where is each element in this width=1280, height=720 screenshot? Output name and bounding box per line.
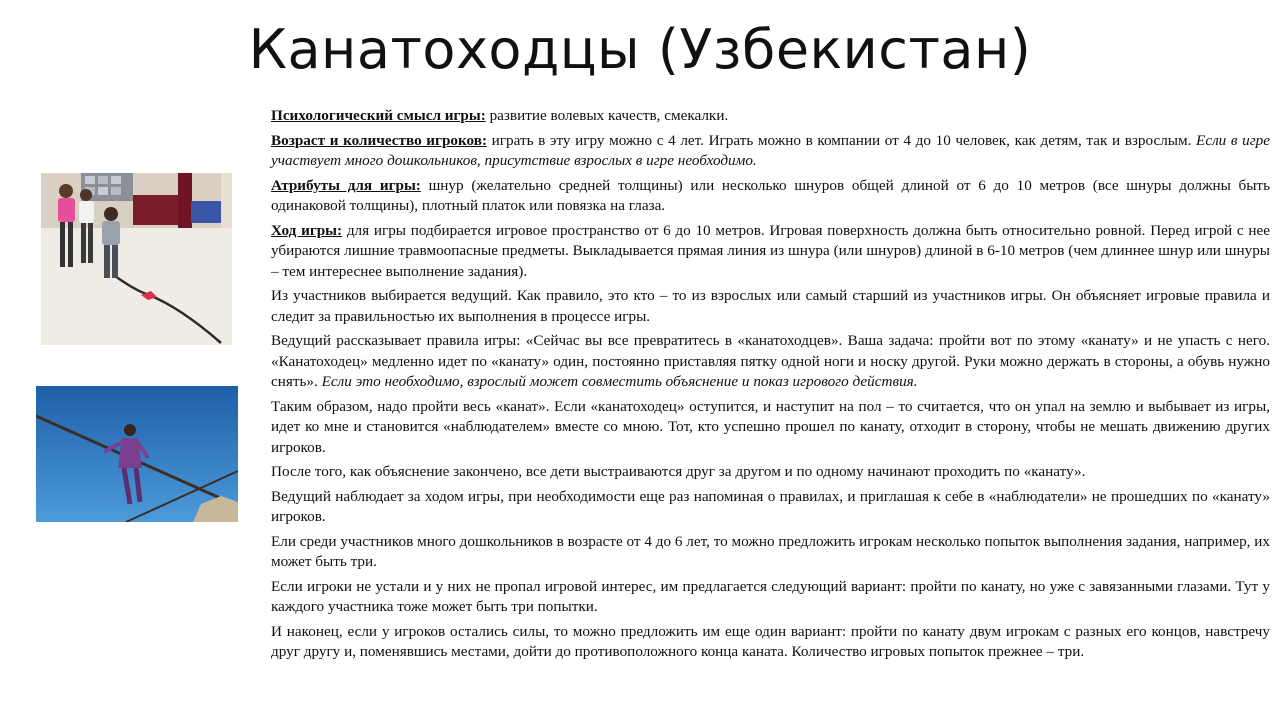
paragraph-two-players: И наконец, если у игроков остались силы, то можно предложить им еще один вариант: пройти по канату двум игрокам с разных его концов, навстречу друг другу и, поменявшись местами, дойти до противоположного конца каната. Количество игровых попыток прежнее – три. [271,622,1270,660]
paragraph-lineup: После того, как объяснение закончено, все дети выстраиваются друг за другом и по одному начинают проходить по «канату». [271,463,1086,480]
age-note: Если в игре участвует много дошкольников, присутствие взрослых в игре необходимо. [271,131,1270,169]
paragraph-elimination: Таким образом, надо пройти весь «канат». Если «канатоходец» оступится, и наступит на пол – то считается, что он упал на землю и выбывает из игры, идет ко мне и становится «наблюдателем» вместе со мною. Тот, кто успешно прошел по канату, отходит в сторону, чтобы не мешать движению других игроков. [271,397,1270,456]
rules-note: Если это необходимо, взрослый может совместить объяснение и показ игрового действия. [321,373,918,390]
meaning-label: Психологический смысл игры: [271,107,486,124]
meaning-text: развитие волевых качеств, смекалки. [485,107,729,124]
attributes-label: Атрибуты для игры: [271,176,421,194]
paragraph-course [271,221,1270,283]
tightrope-walker-photo [36,386,238,522]
game-description [271,106,1270,667]
paragraph-attributes [271,176,1270,217]
age-label: Возраст и количество игроков: [271,131,488,149]
course-label: Ход игры: [271,221,343,239]
attributes-text: шнур (желательно средней толщины) или несколько шнуров общей длиной от 6 до 10 метров (все шнуры должны быть одинаковой толщины), плотный платок или повязка на глаза. [271,176,1270,214]
paragraph-meaning [271,106,1270,127]
paragraph-rules [271,331,1270,393]
rules-text: Ведущий рассказывает правила игры: «Сейчас вы все превратитесь в «канатоходцев». Ваша задача: пройти вот по этому «канату» и не упасть с него. «Канатоходец» медленно идет по «канату» один, постоянно приставляя пятку одной ноги и носку другой. Руки можно держать в стороны, а обувь нужно снять». [271,332,1270,390]
paragraph-leader: Из участников выбирается ведущий. Как правило, это кто – то из взрослых или самый старший из участников игры. Он объясняет игровые правила и следит за правильностью их выполнения в процессе игры. [271,287,1270,325]
children-rope-walking-photo [41,173,232,345]
paragraph-observers: Ведущий наблюдает за ходом игры, при необходимости еще раз напоминая о правилах, и приглашая к себе в «наблюдатели» не прошедших по «канату» игроков. [271,487,1270,525]
age-text: играть в эту игру можно с 4 лет. Играть можно в компании от 4 до 10 человек, как детям, так и взрослым. [487,131,1197,149]
course-text: для игры подбирается игровое пространство от 6 до 10 метров. Игровая поверхность должна быть относительно ровной. Перед игрой с нее убираются лишние травмоопасные предметы. Выкладывается прямая линия из шнура (или шнуров) длиной в 6-10 метров (чем длиннее шнур или шнуры – тем интереснее выполнение задания). [271,221,1270,280]
paragraph-blindfold: Если игроки не устали и у них не пропал игровой интерес, им предлагается следующий вариант: пройти по канату, но уже с завязанными глазами. Тут у каждого участника тоже может быть три попытки. [271,577,1270,615]
paragraph-age [271,131,1270,172]
page-title: Канатоходцы (Узбекистан) [248,18,1032,81]
paragraph-attempts: Ели среди участников много дошкольников в возрасте от 4 до 6 лет, то можно предложить игрокам несколько попыток выполнения задания, например, их может быть три. [271,532,1270,570]
